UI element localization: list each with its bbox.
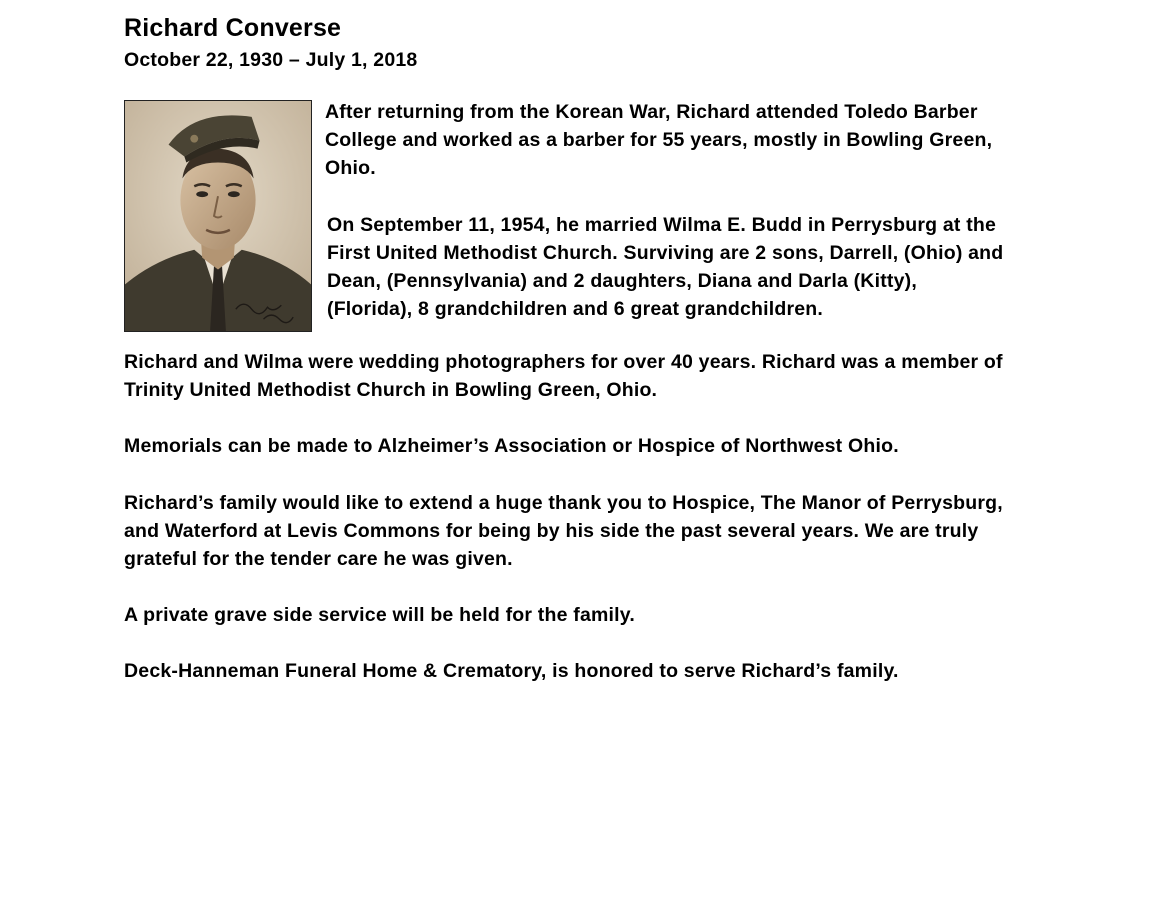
paragraph-thanks: Richard’s family would like to extend a huge thank you to Hospice, The Manor of Perrysburg, and Waterford at Levis Commons for being by his side the past several years. We are truly grateful for the tender care he was given.: [124, 491, 1003, 571]
paragraph-photographers: Richard and Wilma were wedding photographers for over 40 years. Richard was a member of Trinity United Methodist Church in Bowling Green, Ohio.: [124, 351, 1003, 402]
portrait-photo-icon: [125, 101, 311, 331]
life-dates: October 22, 1930 – July 1, 2018: [124, 49, 418, 71]
obituary-document: [124, 12, 1004, 686]
paragraph-service: A private grave side service will be held for the family.: [124, 604, 636, 627]
deceased-name: Richard Converse: [124, 14, 342, 42]
paragraph-korean-war: After returning from the Korean War, Richard attended Toledo Barber College and worked as a barber for 55 years, mostly in Bowling Green, Ohio.: [325, 101, 993, 180]
photo-and-intro: [124, 98, 1004, 348]
paragraph-funeral-home: Deck-Hanneman Funeral Home & Crematory, is honored to serve Richard’s family.: [124, 660, 899, 683]
intro-text-column: [325, 98, 1005, 323]
obituary-body: [124, 348, 1004, 686]
paragraph-memorials: Memorials can be made to Alzheimer’s Association or Hospice of Northwest Ohio.: [124, 435, 899, 458]
paragraph-marriage: On September 11, 1954, he married Wilma E. Budd in Perrysburg at the First United Methodist Church. Surviving are 2 sons, Darrell, (Ohio) and Dean, (Pennsylvania) and 2 daughters, Diana and Darla (Kitty), (Florida), 8 grandchildren and 6 great grandchildren.: [327, 213, 1004, 321]
portrait-photo: [124, 100, 312, 332]
